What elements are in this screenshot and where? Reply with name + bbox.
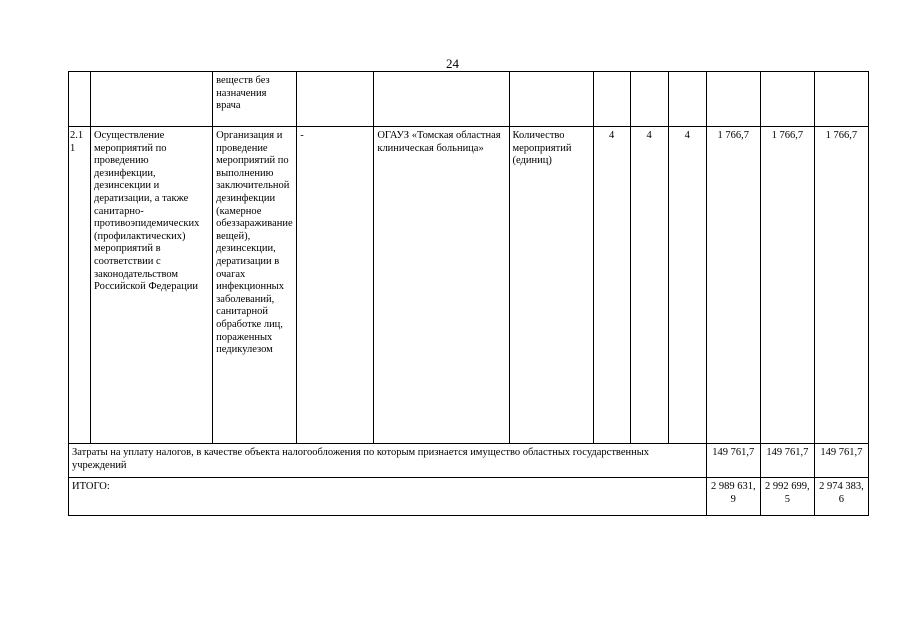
cell-indicator — [509, 72, 593, 127]
cell-sum3 — [814, 72, 868, 127]
cell-indicator: Количество мероприятий (единиц) — [509, 127, 593, 444]
cell-taxes-sum3: 149 761,7 — [814, 444, 868, 478]
total-sum3-line1: 2 974 383, — [819, 481, 864, 492]
table-row-total — [69, 478, 869, 516]
cell-event: Осуществление мероприятий по проведению дезинфекции, дезинсекции и дератизации, а также санитарно-противоэпидемических (профилактических) мероприятий в соответствии с законодательством Российской Федерации — [91, 127, 213, 444]
cell-value2 — [630, 72, 668, 127]
total-sum2-line2: 5 — [784, 493, 790, 505]
cell-value3: 4 — [668, 127, 706, 444]
cell-value1: 4 — [593, 127, 630, 444]
cell-event — [91, 72, 213, 127]
cell-sum2 — [760, 72, 814, 127]
cell-taxes-sum1: 149 761,7 — [706, 444, 760, 478]
budget-table — [68, 71, 869, 516]
cell-executor — [374, 72, 509, 127]
cell-taxes-label: Затраты на уплату налогов, в качестве объекта налогообложения по которым признается имущество областных государственных учреждений — [69, 444, 707, 478]
cell-total-sum3 — [814, 478, 868, 516]
cell-total-label: ИТОГО: — [69, 478, 707, 516]
cell-dash: - — [297, 127, 374, 444]
item-number-line1: 2.1 — [70, 130, 84, 141]
cell-total-sum1 — [706, 478, 760, 516]
cell-sum1: 1 766,7 — [706, 127, 760, 444]
cell-sum1 — [706, 72, 760, 127]
cell-sum2: 1 766,7 — [760, 127, 814, 444]
cell-total-sum2 — [760, 478, 814, 516]
cell-dash — [297, 72, 374, 127]
cell-activity: Организация и проведение мероприятий по выполнению заключительной дезинфекции (камерное обеззараживание вещей), дезинсекции, дератизации в очагах инфекционных заболеваний, санитарной обработке лиц, пораженных педикулезом — [213, 127, 297, 444]
table-row-item — [69, 127, 869, 444]
table-row-taxes — [69, 444, 869, 478]
total-sum3-line2: 6 — [838, 493, 845, 505]
cell-value3 — [668, 72, 706, 127]
total-sum1-line1: 2 989 631, — [710, 481, 756, 492]
cell-value1 — [593, 72, 630, 127]
cell-number — [69, 72, 91, 127]
item-number-line2: 1 — [70, 142, 76, 154]
cell-activity: веществ без назначения врача — [213, 72, 297, 127]
cell-executor: ОГАУЗ «Томская областная клиническая больница» — [374, 127, 509, 444]
cell-number — [69, 127, 91, 444]
total-sum2-line1: 2 992 699, — [765, 481, 810, 492]
cell-value2: 4 — [630, 127, 668, 444]
cell-sum3: 1 766,7 — [814, 127, 868, 444]
table-row-continuation — [69, 72, 869, 127]
page-number: 24 — [446, 56, 459, 71]
cell-taxes-sum2: 149 761,7 — [760, 444, 814, 478]
total-sum1-line2: 9 — [730, 493, 736, 505]
